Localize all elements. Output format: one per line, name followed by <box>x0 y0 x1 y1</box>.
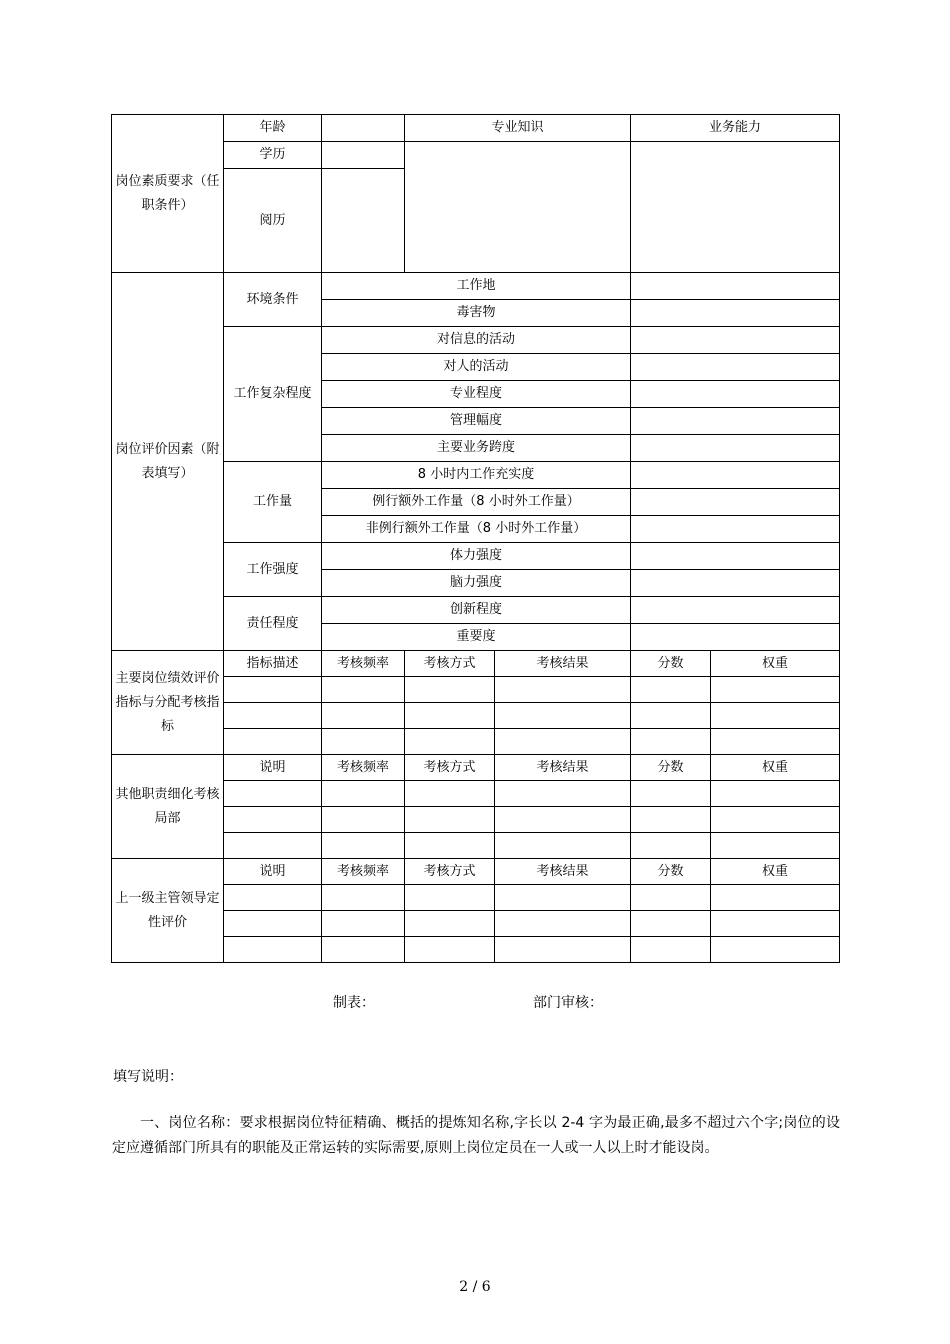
education-value-cell[interactable] <box>322 142 405 169</box>
input-cell[interactable] <box>224 729 322 755</box>
education-label: 学历 <box>224 142 322 169</box>
column-header: 考核结果 <box>495 859 631 885</box>
factor-value-cell[interactable] <box>631 489 840 516</box>
column-header: 指标描述 <box>224 651 322 677</box>
input-cell[interactable] <box>322 833 405 859</box>
instructions-heading: 填写说明： <box>113 1069 183 1085</box>
column-header: 权重 <box>711 651 840 677</box>
column-header: 说明 <box>224 859 322 885</box>
professional-knowledge-header: 专业知识 <box>405 115 631 142</box>
factor-item: 对人的活动 <box>322 354 631 381</box>
factor-value-cell[interactable] <box>631 381 840 408</box>
input-cell[interactable] <box>495 677 631 703</box>
column-header: 说明 <box>224 755 322 781</box>
input-cell[interactable] <box>322 937 405 963</box>
prepared-by-label: 制表： <box>333 995 375 1011</box>
input-cell[interactable] <box>224 885 322 911</box>
column-header: 权重 <box>711 859 840 885</box>
input-cell[interactable] <box>405 677 495 703</box>
input-cell[interactable] <box>711 833 840 859</box>
factor-item: 管理幅度 <box>322 408 631 435</box>
input-cell[interactable] <box>631 911 711 937</box>
dept-review-label: 部门审核： <box>533 995 603 1011</box>
experience-label: 阅历 <box>224 169 322 273</box>
input-cell[interactable] <box>322 781 405 807</box>
position-description-form <box>111 114 840 963</box>
input-cell[interactable] <box>405 911 495 937</box>
column-header: 权重 <box>711 755 840 781</box>
column-header: 考核频率 <box>322 651 405 677</box>
factor-value-cell[interactable] <box>631 300 840 327</box>
qualification-title: 岗位素质要求（任职条件） <box>112 115 224 273</box>
input-cell[interactable] <box>495 729 631 755</box>
factor-value-cell[interactable] <box>631 327 840 354</box>
input-cell[interactable] <box>322 885 405 911</box>
input-cell[interactable] <box>711 703 840 729</box>
factor-item: 创新程度 <box>322 597 631 624</box>
input-cell[interactable] <box>405 937 495 963</box>
input-cell[interactable] <box>224 677 322 703</box>
evaluation-title: 岗位评价因素（附表填写） <box>112 273 224 651</box>
factor-value-cell[interactable] <box>631 597 840 624</box>
input-cell[interactable] <box>495 937 631 963</box>
input-cell[interactable] <box>224 781 322 807</box>
input-cell[interactable] <box>405 833 495 859</box>
input-cell[interactable] <box>711 911 840 937</box>
column-header: 分数 <box>631 755 711 781</box>
business-ability-cell[interactable] <box>631 142 840 273</box>
input-cell[interactable] <box>224 703 322 729</box>
age-label: 年龄 <box>224 115 322 142</box>
factor-value-cell[interactable] <box>631 273 840 300</box>
input-cell[interactable] <box>631 885 711 911</box>
column-header: 考核方式 <box>405 755 495 781</box>
experience-value-cell[interactable] <box>322 169 405 273</box>
input-cell[interactable] <box>322 677 405 703</box>
input-cell[interactable] <box>495 703 631 729</box>
factor-group-name: 工作复杂程度 <box>224 327 322 462</box>
factor-value-cell[interactable] <box>631 435 840 462</box>
input-cell[interactable] <box>631 703 711 729</box>
input-cell[interactable] <box>405 729 495 755</box>
factor-item: 对信息的活动 <box>322 327 631 354</box>
instructions-paragraph: 一、岗位名称：要求根据岗位特征精确、概括的提炼知名称,字长以 2-4 字为最正确,最多不超过六个字;岗位的设定应遵循部门所具有的职能及正常运转的实际需要,原则上岗位定员在一人或一人以上时才能设岗。 <box>112 1115 840 1156</box>
factor-value-cell[interactable] <box>631 624 840 651</box>
factor-item: 毒害物 <box>322 300 631 327</box>
factor-item: 工作地 <box>322 273 631 300</box>
factor-group-name: 责任程度 <box>224 597 322 651</box>
input-cell[interactable] <box>405 781 495 807</box>
factor-item: 非例行额外工作量（8 小时外工作量） <box>322 516 631 543</box>
input-cell[interactable] <box>322 807 405 833</box>
factor-value-cell[interactable] <box>631 516 840 543</box>
input-cell[interactable] <box>711 677 840 703</box>
input-cell[interactable] <box>224 833 322 859</box>
input-cell[interactable] <box>631 807 711 833</box>
factor-value-cell[interactable] <box>631 462 840 489</box>
input-cell[interactable] <box>495 885 631 911</box>
input-cell[interactable] <box>322 729 405 755</box>
column-header: 考核方式 <box>405 859 495 885</box>
factor-group-name: 工作量 <box>224 462 322 543</box>
input-cell[interactable] <box>405 885 495 911</box>
column-header: 考核结果 <box>495 651 631 677</box>
input-cell[interactable] <box>322 703 405 729</box>
input-cell[interactable] <box>711 885 840 911</box>
factor-item: 脑力强度 <box>322 570 631 597</box>
input-cell[interactable] <box>322 911 405 937</box>
factor-group-name: 工作强度 <box>224 543 322 597</box>
input-cell[interactable] <box>495 781 631 807</box>
business-ability-header: 业务能力 <box>631 115 840 142</box>
column-header: 分数 <box>631 651 711 677</box>
input-cell[interactable] <box>711 729 840 755</box>
factor-value-cell[interactable] <box>631 570 840 597</box>
assessment-section-title: 其他职责细化考核局部 <box>112 755 224 859</box>
factor-item: 专业程度 <box>322 381 631 408</box>
input-cell[interactable] <box>711 781 840 807</box>
input-cell[interactable] <box>495 807 631 833</box>
column-header: 分数 <box>631 859 711 885</box>
input-cell[interactable] <box>224 937 322 963</box>
factor-item: 重要度 <box>322 624 631 651</box>
assessment-section-title: 上一级主管领导定性评价 <box>112 859 224 963</box>
column-header: 考核频率 <box>322 859 405 885</box>
factor-item: 体力强度 <box>322 543 631 570</box>
column-header: 考核方式 <box>405 651 495 677</box>
input-cell[interactable] <box>405 703 495 729</box>
input-cell[interactable] <box>711 807 840 833</box>
assessment-section-title: 主要岗位绩效评价指标与分配考核指标 <box>112 651 224 755</box>
input-cell[interactable] <box>224 911 322 937</box>
input-cell[interactable] <box>631 781 711 807</box>
column-header: 考核频率 <box>322 755 405 781</box>
input-cell[interactable] <box>224 807 322 833</box>
professional-knowledge-cell[interactable] <box>405 142 631 273</box>
factor-group-name: 环境条件 <box>224 273 322 327</box>
factor-item: 主要业务跨度 <box>322 435 631 462</box>
page-number: 2 / 6 <box>459 1279 491 1295</box>
column-header: 考核结果 <box>495 755 631 781</box>
input-cell[interactable] <box>495 911 631 937</box>
factor-value-cell[interactable] <box>631 408 840 435</box>
factor-item: 例行额外工作量（8 小时外工作量） <box>322 489 631 516</box>
input-cell[interactable] <box>631 729 711 755</box>
input-cell[interactable] <box>631 677 711 703</box>
input-cell[interactable] <box>631 937 711 963</box>
input-cell[interactable] <box>711 937 840 963</box>
factor-value-cell[interactable] <box>631 543 840 570</box>
input-cell[interactable] <box>405 807 495 833</box>
factor-value-cell[interactable] <box>631 354 840 381</box>
age-value-cell[interactable] <box>322 115 405 142</box>
input-cell[interactable] <box>495 833 631 859</box>
input-cell[interactable] <box>631 833 711 859</box>
factor-item: 8 小时内工作充实度 <box>322 462 631 489</box>
